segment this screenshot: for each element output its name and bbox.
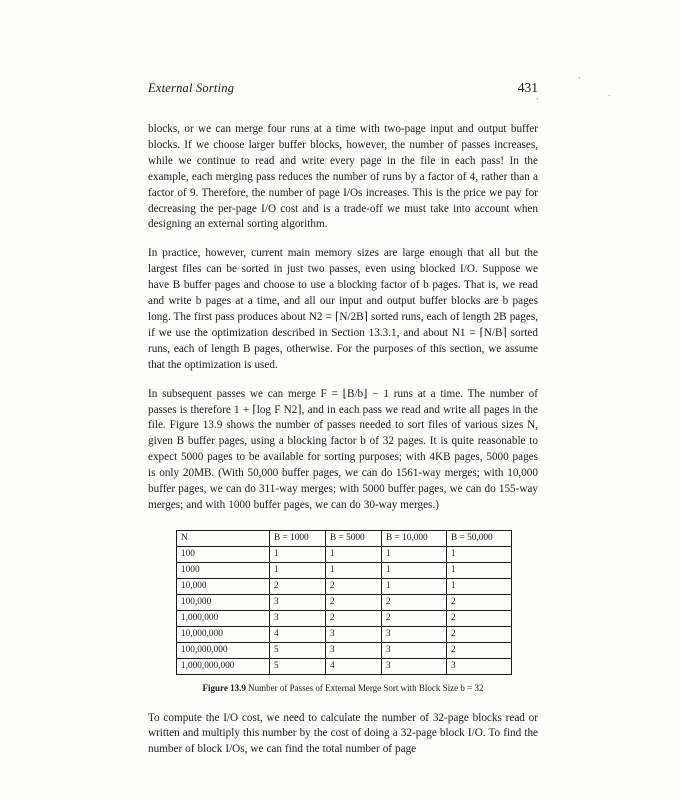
table-cell: 2 <box>270 578 326 594</box>
table-row <box>177 626 512 642</box>
paragraph-2: In practice, however, current main memory sizes are large enough that all but the largest files can be sorted in just two passes, even using blocked I/O. Suppose we have B buffer pages and choose to use a blocking factor of b pages. That is, we read and write b pages at a time, and all our input and output buffer blocks are b pages long. The first pass produces about N2 = ⌈N/2B⌉ sorted runs, each of length 2B pages, if we use the optimization described in Section 13.3.1, and about N1 = ⌈N/B⌉ sorted runs, each of length B pages, otherwise. For the purposes of this section, we assume that the optimization is used. <box>148 247 538 371</box>
table-header-row <box>177 530 512 546</box>
table-cell: 1,000,000 <box>177 610 270 626</box>
table-cell: 1,000,000,000 <box>177 658 270 674</box>
paragraph-3: In subsequent passes we can merge F = ⌊B/b⌋ − 1 runs at a time. The number of passes is therefore 1 + ⌈log F N2⌉, and in each pass we read and write all pages in the file. Figure 13.9 shows the number of passes needed to sort files of various sizes N, given B buffer pages, using a blocking factor b of 32 pages. It is quite reasonable to expect 5000 pages to be available for sorting purposes; with 4KB pages, 5000 pages is only 20MB. (With 50,000 buffer pages, we can do 1561-way merges; with 10,000 buffer pages, we can do 311-way merges; with 5000 buffer pages, we can do 155-way merges; and with 1000 buffer pages, we can do 30-way merges.) <box>148 387 538 511</box>
table-header-cell-3: B = 10,000 <box>382 530 447 546</box>
table-cell: 2 <box>447 626 512 642</box>
figure-caption <box>148 683 538 695</box>
table-cell: 2 <box>382 594 447 610</box>
table-cell: 1 <box>447 578 512 594</box>
scan-artifact-3: ’ <box>536 97 539 105</box>
scan-artifact-1: ’ <box>578 76 581 84</box>
table-cell: 10,000 <box>177 578 270 594</box>
table-cell: 2 <box>447 610 512 626</box>
table-cell: 1000 <box>177 562 270 578</box>
table-cell: 2 <box>326 610 382 626</box>
running-head: External Sorting <box>148 81 235 95</box>
table-header-cell-1: B = 1000 <box>270 530 326 546</box>
table-cell: 2 <box>326 578 382 594</box>
table-cell: 1 <box>447 546 512 562</box>
table-cell: 100 <box>177 546 270 562</box>
table-row <box>177 658 512 674</box>
table-row <box>177 562 512 578</box>
table-cell: 2 <box>447 594 512 610</box>
table-header-cell-2: B = 5000 <box>326 530 382 546</box>
table-cell: 100,000,000 <box>177 642 270 658</box>
table-cell: 3 <box>326 626 382 642</box>
table-cell: 5 <box>270 658 326 674</box>
table-cell: 1 <box>270 562 326 578</box>
table-cell: 4 <box>326 658 382 674</box>
table-cell: 2 <box>447 642 512 658</box>
figure-caption-text: Number of Passes of External Merge Sort with Block Size b = 32 <box>248 682 484 693</box>
table-row <box>177 610 512 626</box>
figure-number: Figure 13.9 <box>202 682 246 693</box>
page-number: 431 <box>517 80 538 95</box>
table-cell: 10,000,000 <box>177 626 270 642</box>
table-row <box>177 578 512 594</box>
table-cell: 4 <box>270 626 326 642</box>
table-cell: 2 <box>382 610 447 626</box>
table-cell: 1 <box>382 562 447 578</box>
table-row <box>177 594 512 610</box>
table-cell: 1 <box>447 562 512 578</box>
table-row <box>177 642 512 658</box>
table-cell: 1 <box>270 546 326 562</box>
table-cell: 3 <box>270 610 326 626</box>
scan-artifact-2: · <box>608 92 611 100</box>
table-cell: 2 <box>326 594 382 610</box>
table-cell: 5 <box>270 642 326 658</box>
table-cell: 1 <box>326 562 382 578</box>
table-cell: 3 <box>382 642 447 658</box>
paragraph-1: blocks, or we can merge four runs at a time with two-page input and output buffer blocks. If we choose larger buffer blocks, however, the number of passes increases, while we continue to read and write every page in the file in each pass! In the example, each merging pass reduces the number of runs by a factor of 4, rather than a factor of 9. Therefore, the number of page I/Os increases. This is the price we pay for decreasing the per-page I/O cost and is a trade-off we must take into account when designing an external sorting algorithm. <box>148 123 538 231</box>
table-cell: 1 <box>382 546 447 562</box>
table-header-cell-4: B = 50,000 <box>447 530 512 546</box>
table-header-cell-0: N <box>177 530 270 546</box>
page-header <box>148 80 538 96</box>
table-cell: 3 <box>447 658 512 674</box>
table-cell: 3 <box>382 626 447 642</box>
table-cell: 3 <box>270 594 326 610</box>
table-row <box>177 546 512 562</box>
table-cell: 3 <box>382 658 447 674</box>
page-content <box>148 80 538 771</box>
passes-table <box>176 530 512 675</box>
table-cell: 1 <box>326 546 382 562</box>
table-cell: 1 <box>382 578 447 594</box>
table-cell: 100,000 <box>177 594 270 610</box>
table-cell: 3 <box>326 642 382 658</box>
passes-table-wrapper <box>176 530 512 675</box>
paragraph-4: To compute the I/O cost, we need to calculate the number of 32-page blocks read or written and multiply this number by the cost of doing a 32-page block I/O. To find the number of block I/Os, we can find the total number of page <box>148 711 538 756</box>
